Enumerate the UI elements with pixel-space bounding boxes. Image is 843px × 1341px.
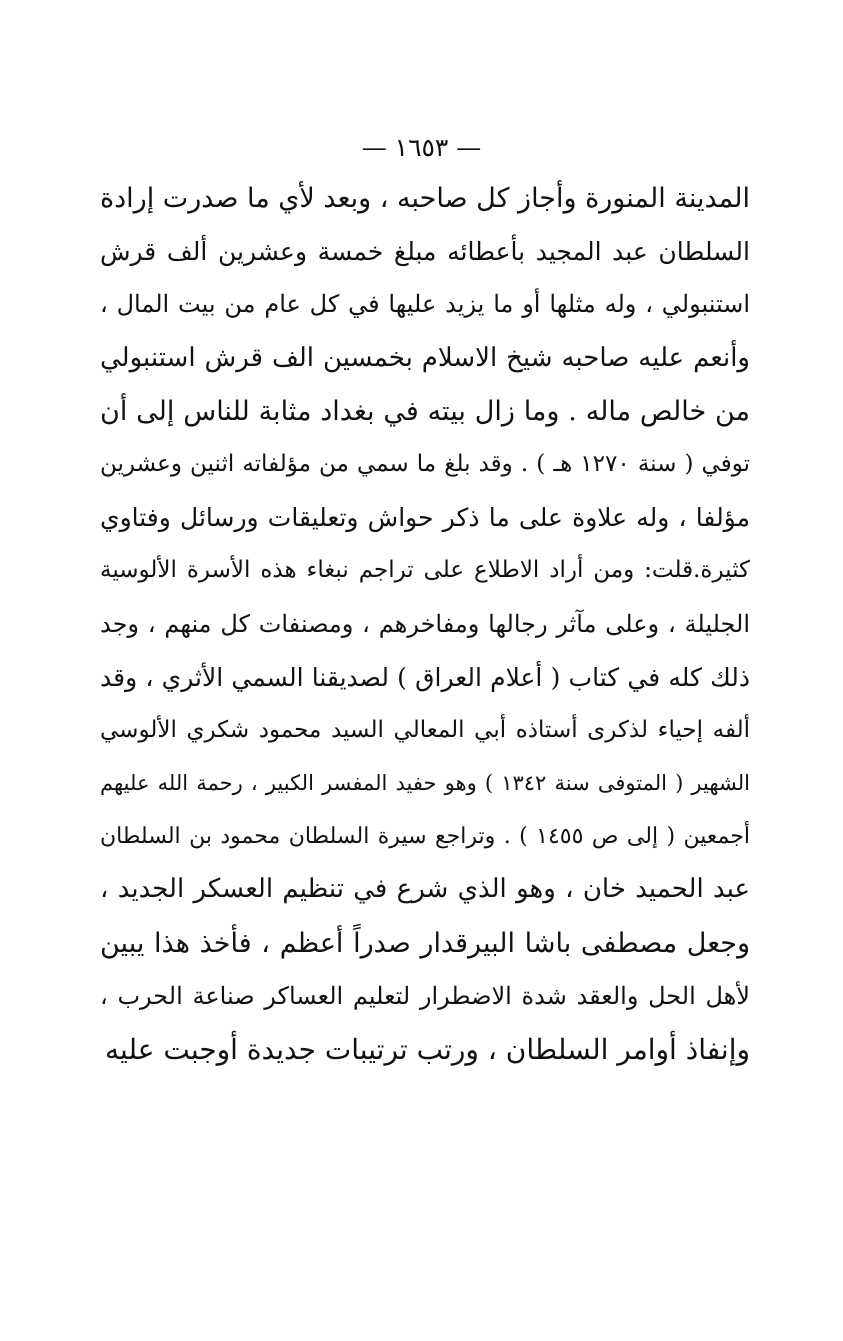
text-line: المدينة المنورة وأجاز كل صاحبه ، وبعد لأي ما صدرت إرادة — [100, 183, 750, 214]
text-line: عبد الحميد خان ، وهو الذي شرع في تنظيم العسكر الجديد ، — [100, 874, 750, 905]
page-number: — ١٦٥٣ — — [361, 133, 482, 162]
text-line: من خالص ماله . وما زال بيته في بغداد مثابة للناس إلى أن — [100, 395, 750, 427]
text-line: مؤلفا ، وله علاوة على ما ذكر حواش وتعليقات ورسائل وفتاوي — [100, 503, 750, 533]
text-line: الجليلة ، وعلى مآثر رجالها ومفاخرهم ، ومصنفات كل منهم ، وجد — [100, 609, 750, 638]
text-line: وأنعم عليه صاحبه شيخ الاسلام بخمسين الف قرش استنبولي — [100, 342, 750, 373]
text-line: الشهير ( المتوفى سنة ١٣٤٢ ) وهو حفيد المفسر الكبير ، رحمة الله عليهم — [100, 771, 750, 796]
text-line: أجمعين ( إلى ص ١٤٥٥ ) . وتراجع سيرة السلطان محمود بن السلطان — [100, 824, 750, 850]
text-line: السلطان عبد المجيد بأعطائه مبلغ خمسة وعشرين ألف قرش — [100, 237, 750, 267]
text-line: توفي ( سنة ١٢٧٠ هـ ) . وقد بلغ ما سمي من مؤلفاته اثنين وعشرين — [100, 450, 750, 477]
text-line: ألفه إحياء لذكرى أستاذه أبي المعالي السيد محمود شكري الألوسي — [100, 716, 750, 743]
body-text — [100, 172, 750, 1076]
text-line: ذلك كله في كتاب ( أعلام العراق ) لصديقنا السمي الأثري ، وقد — [100, 662, 750, 692]
text-line: لأهل الحل والعقد شدة الاضطرار لتعليم العساكر صناعة الحرب ، — [100, 981, 750, 1010]
text-line: كثيرة.قلت: ومن أراد الاطلاع على تراجم نبغاء هذه الأسرة الألوسية — [100, 557, 750, 584]
text-line: وجعل مصطفى باشا البيرقدار صدراً أعظم ، فأخذ هذا يبين — [100, 927, 750, 959]
text-line: استنبولي ، وله مثلها أو ما يزيد عليها في كل عام من بيت المال ، — [100, 290, 750, 319]
text-line: وإنفاذ أوامر السلطان ، ورتب ترتيبات جديدة أوجبت عليه — [105, 1033, 750, 1066]
